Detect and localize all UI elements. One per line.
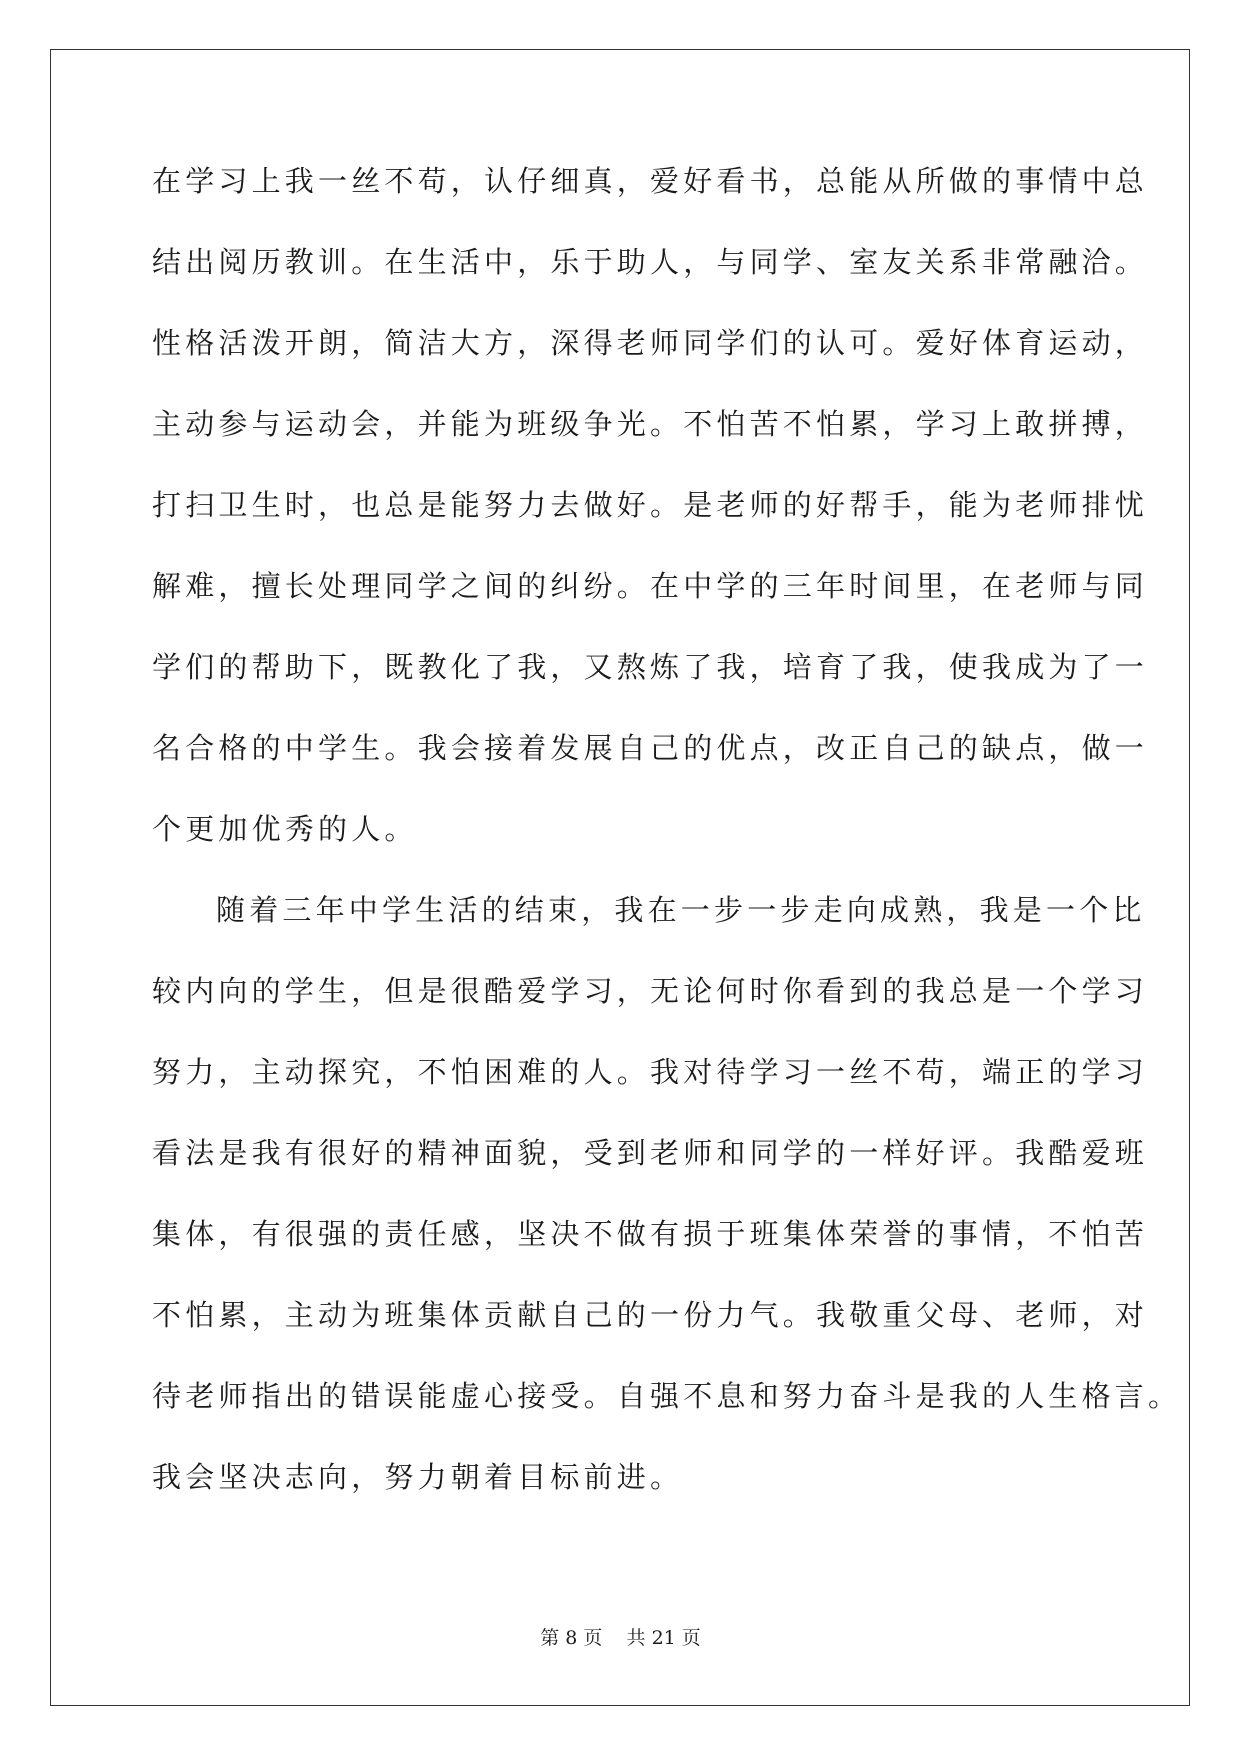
text-line: 集体，有很强的责任感，坚决不做有损于班集体荣誉的事情，不怕苦 bbox=[152, 1217, 1149, 1251]
text-line: 打扫卫生时，也总是能努力去做好。是老师的好帮手，能为老师排忧 bbox=[152, 488, 1149, 522]
text-line: 结出阅历教训。在生活中，乐于助人，与同学、室友关系非常融洽。 bbox=[152, 245, 1149, 279]
paragraph-first-line: 随着三年中学生活的结束，我在一步一步走向成熟，我是一个比 bbox=[216, 893, 1146, 927]
text-line: 我会坚决志向，努力朝着目标前进。 bbox=[152, 1460, 684, 1494]
text-line: 待老师指出的错误能虚心接受。自强不息和努力奋斗是我的人生格言。 bbox=[152, 1379, 1182, 1413]
text-line: 个更加优秀的人。 bbox=[152, 812, 418, 846]
text-line: 学们的帮助下，既教化了我，又熬炼了我，培育了我，使我成为了一 bbox=[152, 650, 1149, 684]
text-line: 在学习上我一丝不苟，认仔细真，爱好看书，总能从所做的事情中总 bbox=[152, 164, 1149, 198]
text-line: 解难，擅长处理同学之间的纠纷。在中学的三年时间里，在老师与同 bbox=[152, 569, 1149, 603]
text-line: 主动参与运动会，并能为班级争光。不怕苦不怕累，学习上敢拼搏， bbox=[152, 407, 1149, 441]
text-line: 性格活泼开朗，简洁大方，深得老师同学们的认可。爱好体育运动， bbox=[152, 326, 1149, 360]
text-line: 不怕累，主动为班集体贡献自己的一份力气。我敬重父母、老师，对 bbox=[152, 1298, 1149, 1332]
text-line: 努力，主动探究，不怕困难的人。我对待学习一丝不苟，端正的学习 bbox=[152, 1055, 1149, 1089]
page-number: 第 8 页 共 21 页 bbox=[540, 1627, 701, 1649]
text-line: 看法是我有很好的精神面貌，受到老师和同学的一样好评。我酷爱班 bbox=[152, 1136, 1149, 1170]
text-line: 名合格的中学生。我会接着发展自己的优点，改正自己的缺点，做一 bbox=[152, 731, 1149, 765]
text-line: 较内向的学生，但是很酷爱学习，无论何时你看到的我总是一个学习 bbox=[152, 974, 1149, 1008]
